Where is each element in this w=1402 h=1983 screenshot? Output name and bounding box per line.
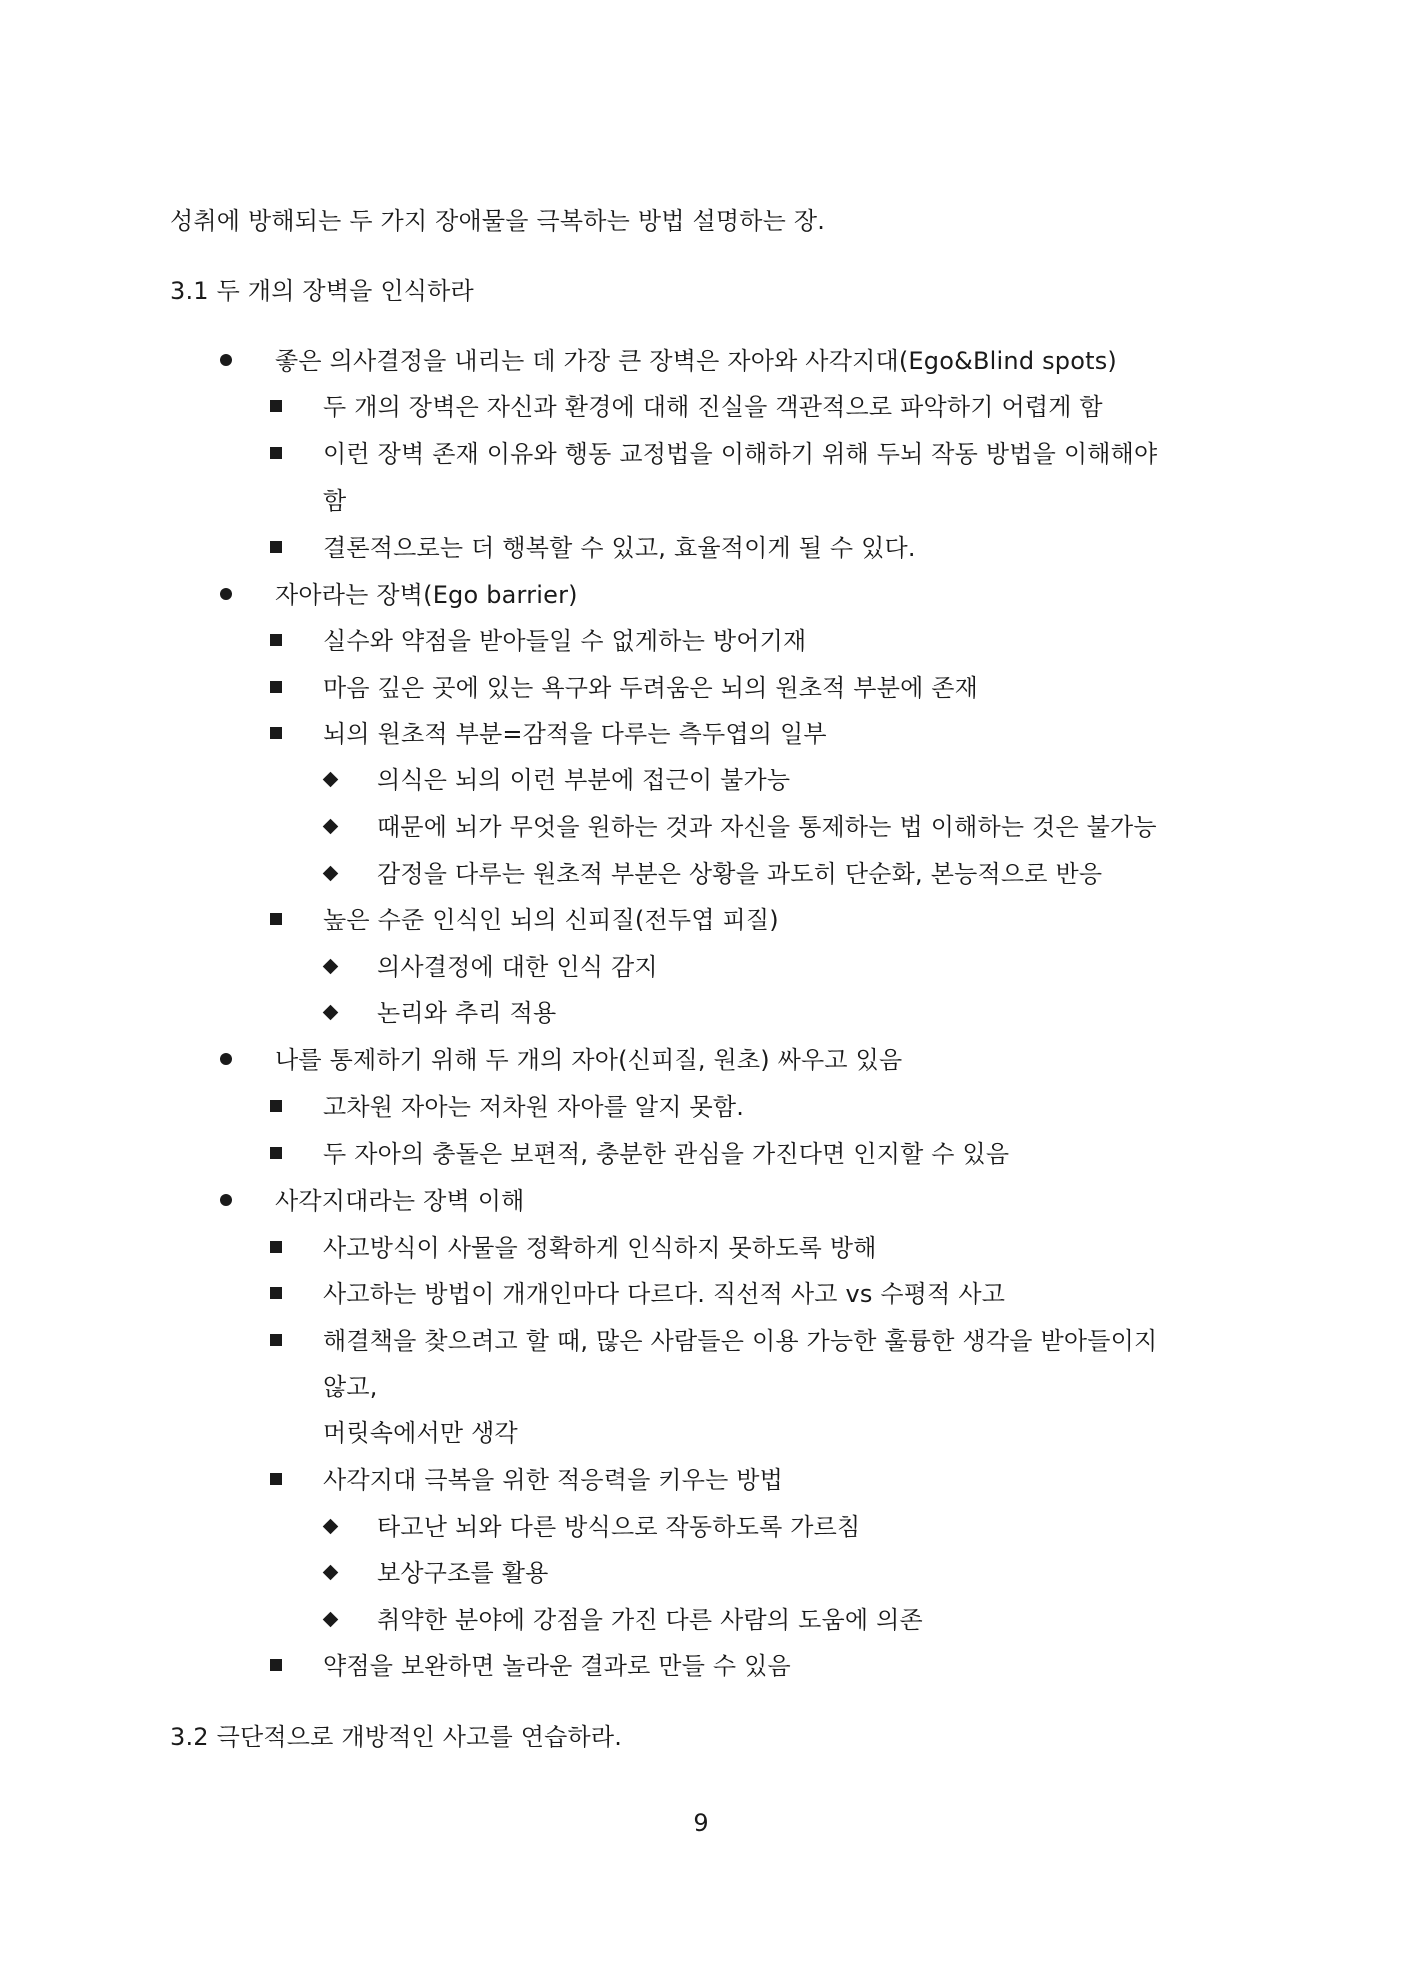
list-item-text: 의식은 뇌의 이런 부분에 접근이 불가능	[377, 766, 791, 794]
list-item-text: 나를 통제하기 위해 두 개의 자아(신피질, 원초) 싸우고 있음	[275, 1046, 903, 1074]
list-item-text: 마음 깊은 곳에 있는 욕구와 두려움은 뇌의 원초적 부분에 존재	[323, 674, 979, 702]
list-item	[270, 1464, 783, 1496]
diamond-bullet-icon	[323, 1518, 339, 1534]
list-item	[322, 764, 790, 796]
list-item	[270, 438, 1157, 470]
square-bullet-icon	[270, 1473, 282, 1485]
page-number: 9	[693, 1809, 709, 1837]
diamond-bullet-icon	[323, 771, 339, 787]
list-item-text: 두 자아의 충돌은 보편적, 충분한 관심을 가진다면 인지할 수 있음	[323, 1140, 1010, 1168]
square-bullet-icon	[270, 913, 282, 925]
square-bullet-icon	[270, 634, 282, 646]
list-item-text: 사각지대라는 장벽 이해	[275, 1187, 525, 1215]
list-item	[322, 1557, 549, 1589]
list-item	[270, 1232, 877, 1264]
round-bullet-icon	[220, 354, 232, 366]
list-item-continuation: 함	[323, 487, 347, 515]
list-item	[270, 1325, 1157, 1357]
list-item	[270, 1138, 1009, 1170]
square-bullet-icon	[270, 1659, 282, 1671]
list-item	[220, 1185, 525, 1217]
list-item-text: 의사결정에 대한 인식 감지	[377, 953, 658, 981]
list-item-text: 고차원 자아는 저차원 자아를 알지 못함.	[323, 1093, 745, 1121]
list-item-text: 사고하는 방법이 개개인마다 다르다. 직선적 사고 vs 수평적 사고	[323, 1280, 1006, 1308]
list-item	[220, 1044, 902, 1076]
list-item	[322, 1604, 923, 1636]
list-item-continuation: 않고,	[323, 1373, 378, 1401]
square-bullet-icon	[270, 1241, 282, 1253]
list-item	[322, 858, 1102, 890]
square-bullet-icon	[270, 681, 282, 693]
list-item-text: 이런 장벽 존재 이유와 행동 교정법을 이해하기 위해 두뇌 작동 방법을 이해해야	[323, 440, 1158, 468]
list-item-text: 실수와 약점을 받아들일 수 없게하는 방어기재	[323, 627, 807, 655]
round-bullet-icon	[220, 1194, 232, 1206]
diamond-bullet-icon	[323, 1004, 339, 1020]
list-item-text: 감정을 다루는 원초적 부분은 상황을 과도히 단순화, 본능적으로 반응	[377, 860, 1103, 888]
square-bullet-icon	[270, 1147, 282, 1159]
list-item	[270, 391, 1103, 423]
list-item-text: 보상구조를 활용	[377, 1559, 549, 1587]
list-item-text: 사고방식이 사물을 정확하게 인식하지 못하도록 방해	[323, 1234, 877, 1262]
section-heading-3-1: 3.1 두 개의 장벽을 인식하라	[170, 277, 474, 305]
list-item	[322, 997, 556, 1029]
diamond-bullet-icon	[323, 818, 339, 834]
diamond-bullet-icon	[323, 1564, 339, 1580]
list-item	[270, 532, 916, 564]
square-bullet-icon	[270, 1287, 282, 1299]
list-item-text: 논리와 추리 적용	[377, 999, 557, 1027]
list-item-continuation: 머릿속에서만 생각	[323, 1419, 518, 1447]
list-item	[270, 672, 978, 704]
list-item	[270, 1091, 744, 1123]
list-item	[270, 1650, 791, 1682]
list-item-text: 약점을 보완하면 놀라운 결과로 만들 수 있음	[323, 1652, 791, 1680]
list-item-text: 때문에 뇌가 무엇을 원하는 것과 자신을 통제하는 법 이해하는 것은 불가능	[377, 813, 1157, 841]
section-heading-3-2: 3.2 극단적으로 개방적인 사고를 연습하라.	[170, 1723, 623, 1751]
diamond-bullet-icon	[323, 865, 339, 881]
diamond-bullet-icon	[323, 1611, 339, 1627]
round-bullet-icon	[220, 1053, 232, 1065]
list-item-text: 해결책을 찾으려고 할 때, 많은 사람들은 이용 가능한 훌륭한 생각을 받아들이지	[323, 1327, 1158, 1355]
list-item-text: 사각지대 극복을 위한 적응력을 키우는 방법	[323, 1466, 784, 1494]
list-item-text: 좋은 의사결정을 내리는 데 가장 큰 장벽은 자아와 사각지대(Ego&Blind spots)	[275, 347, 1117, 375]
list-item	[322, 1511, 860, 1543]
list-item	[270, 625, 806, 657]
square-bullet-icon	[270, 447, 282, 459]
list-item	[220, 579, 578, 611]
list-item	[322, 811, 1157, 843]
square-bullet-icon	[270, 400, 282, 412]
list-item-text: 타고난 뇌와 다른 방식으로 작동하도록 가르침	[377, 1513, 861, 1541]
list-item	[322, 951, 658, 983]
round-bullet-icon	[220, 588, 232, 600]
diamond-bullet-icon	[323, 958, 339, 974]
intro-paragraph: 성취에 방해되는 두 가지 장애물을 극복하는 방법 설명하는 장.	[170, 207, 826, 235]
list-item-text: 높은 수준 인식인 뇌의 신피질(전두엽 피질)	[323, 906, 779, 934]
list-item	[270, 718, 827, 750]
square-bullet-icon	[270, 1334, 282, 1346]
list-item-text: 결론적으로는 더 행복할 수 있고, 효율적이게 될 수 있다.	[323, 534, 916, 562]
list-item	[270, 1278, 1005, 1310]
list-item-text: 자아라는 장벽(Ego barrier)	[275, 581, 578, 609]
list-item-text: 뇌의 원초적 부분=감적을 다루는 측두엽의 일부	[323, 720, 827, 748]
square-bullet-icon	[270, 541, 282, 553]
square-bullet-icon	[270, 1100, 282, 1112]
square-bullet-icon	[270, 727, 282, 739]
list-item-text: 취약한 분야에 강점을 가진 다른 사람의 도움에 의존	[377, 1606, 923, 1634]
list-item	[220, 345, 1117, 377]
list-item-text: 두 개의 장벽은 자신과 환경에 대해 진실을 객관적으로 파악하기 어렵게 함	[323, 393, 1103, 421]
list-item	[270, 904, 779, 936]
